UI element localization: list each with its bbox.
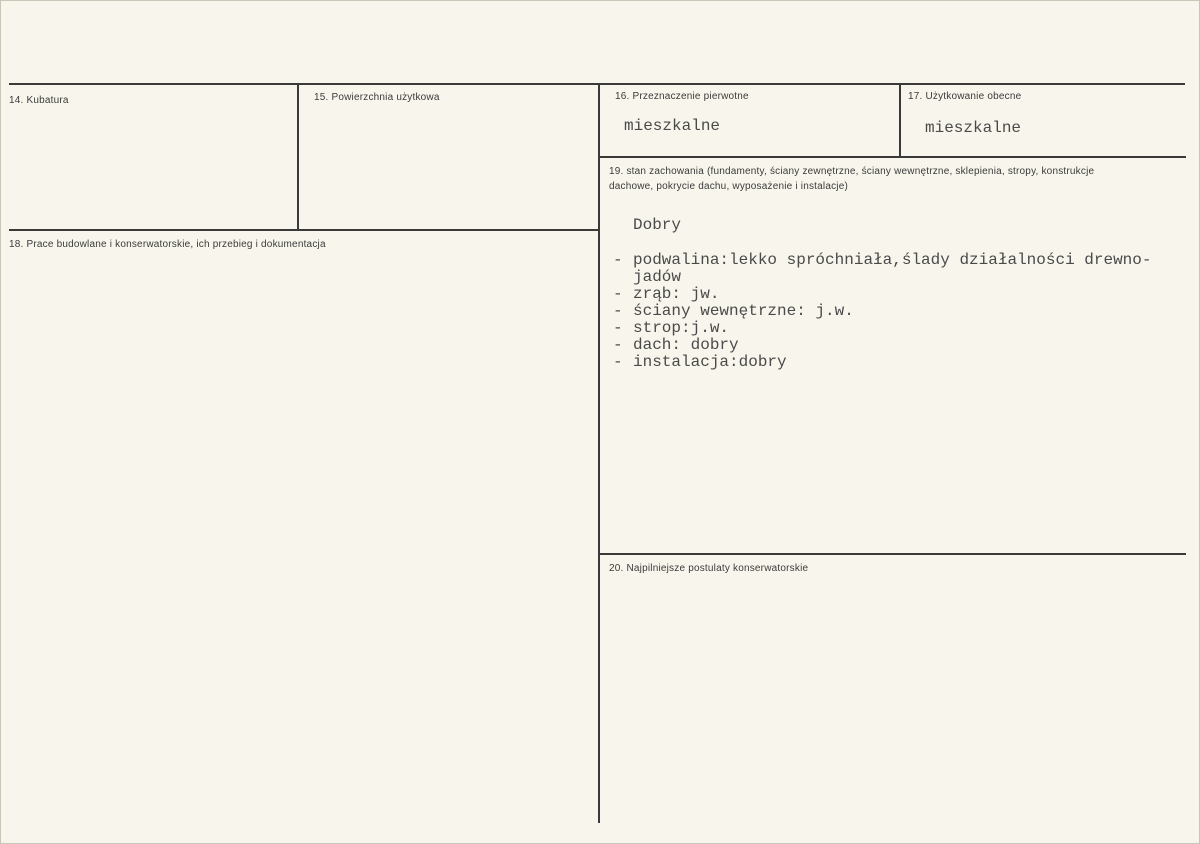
field-19-condition-list <box>611 252 1191 371</box>
center-divider <box>598 85 600 823</box>
condition-item: - dach: dobry <box>613 336 739 354</box>
field-17-value: mieszkalne <box>925 119 1022 137</box>
field-20-label: 20. Najpilniejsze postulaty konserwatorskie <box>609 563 809 574</box>
condition-text: instalacja:dobry <box>633 353 787 371</box>
divider-16-17 <box>899 85 901 157</box>
field-17-label: 17. Użytkowanie obecne <box>908 91 1022 102</box>
rule-under-16-17 <box>600 156 1186 158</box>
divider-14-15 <box>297 85 299 230</box>
condition-text: ściany wewnętrzne: j.w. <box>633 302 854 320</box>
condition-text: zrąb: jw. <box>633 285 720 303</box>
field-18-label: 18. Prace budowlane i konserwatorskie, ich przebieg i dokumentacja <box>9 239 326 250</box>
rule-under-19 <box>600 553 1186 555</box>
field-15-label: 15. Powierzchnia użytkowa <box>314 92 440 103</box>
condition-text: podwalina:lekko spróchniała,ślady działalności drewno- jadów <box>633 251 1152 286</box>
rule-under-14-15 <box>9 229 599 231</box>
condition-item: - strop:j.w. <box>613 319 730 337</box>
condition-item: - ściany wewnętrzne: j.w. <box>613 302 854 320</box>
condition-item: - zrąb: jw. <box>613 285 720 303</box>
condition-item: - podwalina:lekko spróchniała,ślady działalności drewno- jadów <box>613 251 1152 286</box>
condition-text: strop:j.w. <box>633 319 730 337</box>
field-19-summary: Dobry <box>633 216 682 234</box>
field-19-label: 19. stan zachowania (fundamenty, ściany zewnętrzne, ściany wewnętrzne, sklepienia, stropy, konstrukcje dachowe, pokrycie dachu, wyposażenie i instalacje) <box>609 166 1095 192</box>
top-rule <box>9 83 1185 85</box>
field-14-label: 14. Kubatura <box>9 95 69 106</box>
condition-text: dach: dobry <box>633 336 739 354</box>
condition-item: - instalacja:dobry <box>613 353 787 371</box>
field-16-label: 16. Przeznaczenie pierwotne <box>615 91 749 102</box>
field-16-value: mieszkalne <box>624 117 721 135</box>
